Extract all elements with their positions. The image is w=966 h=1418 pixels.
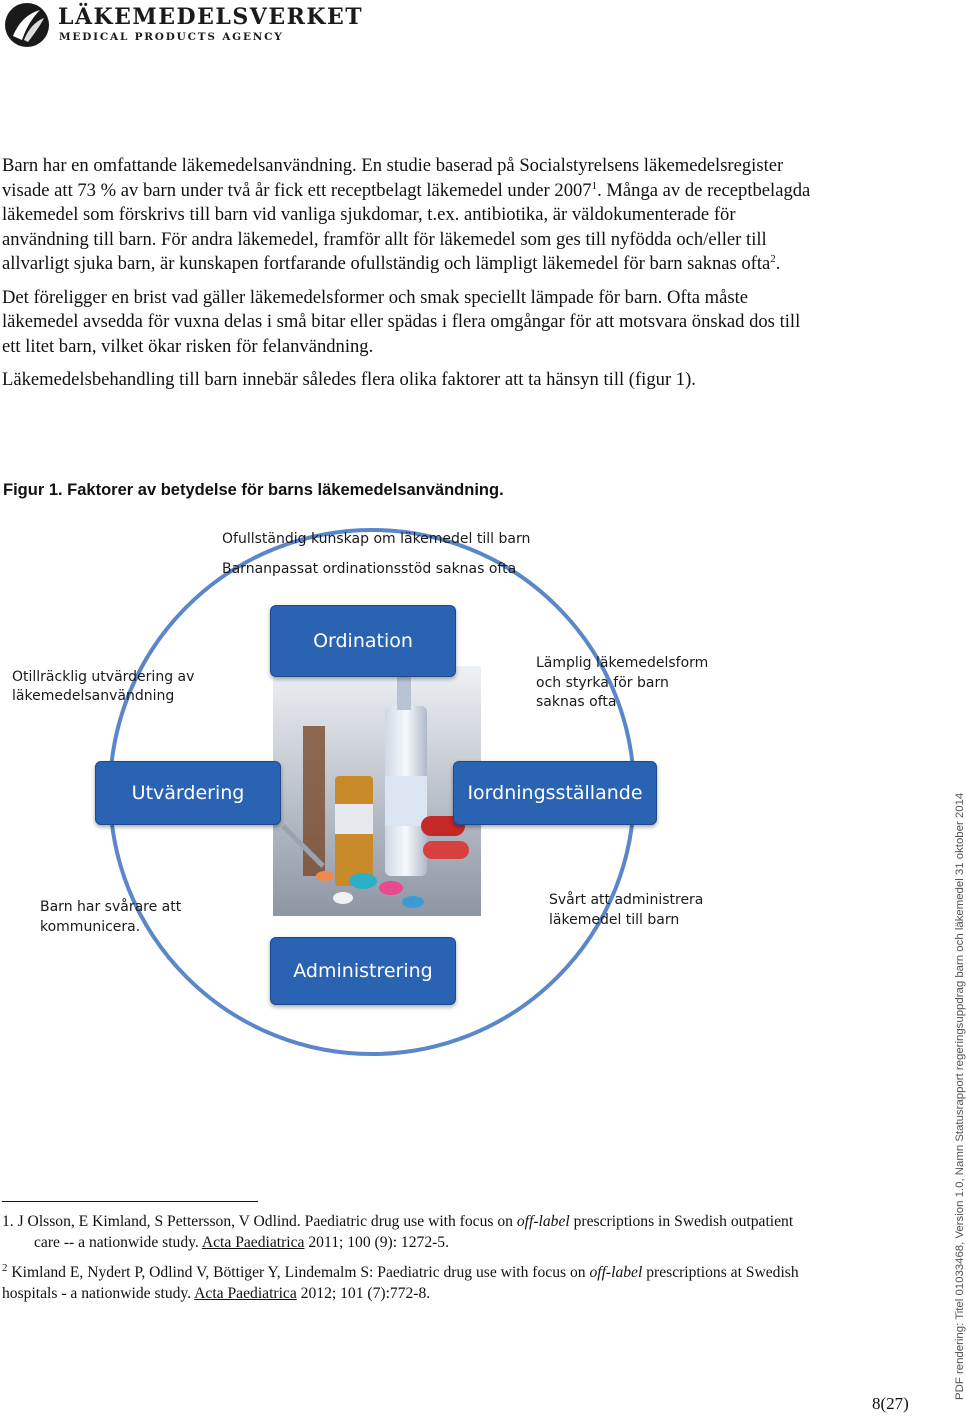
- agency-emblem-icon: [4, 2, 50, 48]
- label-prescribing-support: Barnanpassat ordinationsstöd saknas ofta: [222, 561, 517, 577]
- footnotes: [2, 1212, 822, 1304]
- paragraph-2: Det föreligger en brist vad gäller läkemedelsformer och smak speciellt lämpade för barn. Ofta måste läkemedel avsedda för vuxna delas i små bitar eller spädas i flera omgångar för att motsvara önskad dos till ett litet barn, vilket ökar risken för felanvändning.: [2, 286, 801, 357]
- label-evaluation-line1: Otillräcklig utvärdering av: [12, 669, 195, 685]
- label-incomplete-knowledge: Ofullständig kunskap om läkemedel till barn: [222, 531, 531, 547]
- footnote-ref-2: 2: [770, 252, 776, 265]
- agency-logo: [4, 2, 364, 48]
- label-formulation-line2: och styrka för barn: [536, 675, 669, 691]
- label-communication-line2: kommunicera.: [40, 919, 141, 935]
- footnote-2: $^2$ Kimland E, Nydert P, Odlind V, Böttiger Y, Lindemalm S: Paediatric drug use with focus on off-label prescriptions at Swedish hospitals - a nationwide study. Acta Paediatrica 2012; 101 (7):772-8.: [2, 1261, 799, 1302]
- medicine-photo: [273, 666, 481, 916]
- box-utvardering: Utvärdering: [95, 761, 281, 825]
- footnote-divider: [2, 1201, 258, 1202]
- label-administer-line2: läkemedel till barn: [549, 912, 680, 928]
- journal-link-1[interactable]: Acta Paediatrica: [201, 1233, 305, 1251]
- box-ordination: Ordination: [270, 605, 456, 677]
- box-iordningsstallande: Iordningsställande: [453, 761, 657, 825]
- label-administer-line1: Svårt att administrera: [549, 892, 704, 908]
- label-communication-line1: Barn har svårare att: [40, 899, 182, 915]
- journal-link-2[interactable]: Acta Paediatrica: [194, 1284, 297, 1302]
- footnote-1: 1. J Olsson, E Kimland, S Pettersson, V Odlind. Paediatric drug use with focus on off-label prescriptions in Swedish outpatient care -- a nationwide study. Acta Paediatrica 2011; 100 (9): 1272-5.: [2, 1213, 794, 1251]
- page-number: 8(27): [872, 1394, 909, 1413]
- label-evaluation-line2: läkemedelsanvändning: [12, 688, 175, 704]
- figure-title: Figur 1. Faktorer av betydelse för barns läkemedelsanvändning.: [3, 481, 504, 499]
- pdf-rendering-note: PDF rendering: Titel 01033468, Version 1.0, Namn Statusrapport regeringsuppdrag barn och läkemedel 31 oktober 2014: [954, 792, 966, 1400]
- footnote-ref-1: 1: [591, 179, 598, 192]
- paragraph-3: Läkemedelsbehandling till barn innebär således flera olika faktorer att ta hänsyn till (figur 1).: [2, 369, 696, 390]
- label-formulation-line1: Lämplig läkemedelsform: [536, 655, 709, 671]
- paragraph-1: Barn har en omfattande läkemedelsanvändning. En studie baserad på Socialstyrelsens läkemedelsregister visade att 73 % av barn under två år fick ett receptbelagt läkemedel under 2007$^1$. Många av de receptbelagda läkemedel som förskrivs till barn vid vanliga sjukdomar, t.ex. antibiotika, är väldokumenterade för användning till barn. För andra läkemedel, framför allt för läkemedel som ges till nyfödda och/eller till allvarligt sjuka barn, är kunskapen fortfarande ofullständig och lämpligt läkemedel för barn saknas ofta$^2$.: [2, 155, 811, 274]
- agency-name: LÄKEMEDELSVERKET: [58, 4, 364, 30]
- box-administrering: Administrering: [270, 937, 456, 1005]
- figure-diagram: [0, 520, 760, 1010]
- agency-subtitle: MEDICAL PRODUCTS AGENCY: [59, 31, 284, 43]
- body-text: [2, 154, 822, 393]
- label-formulation-line3: saknas ofta: [536, 694, 617, 710]
